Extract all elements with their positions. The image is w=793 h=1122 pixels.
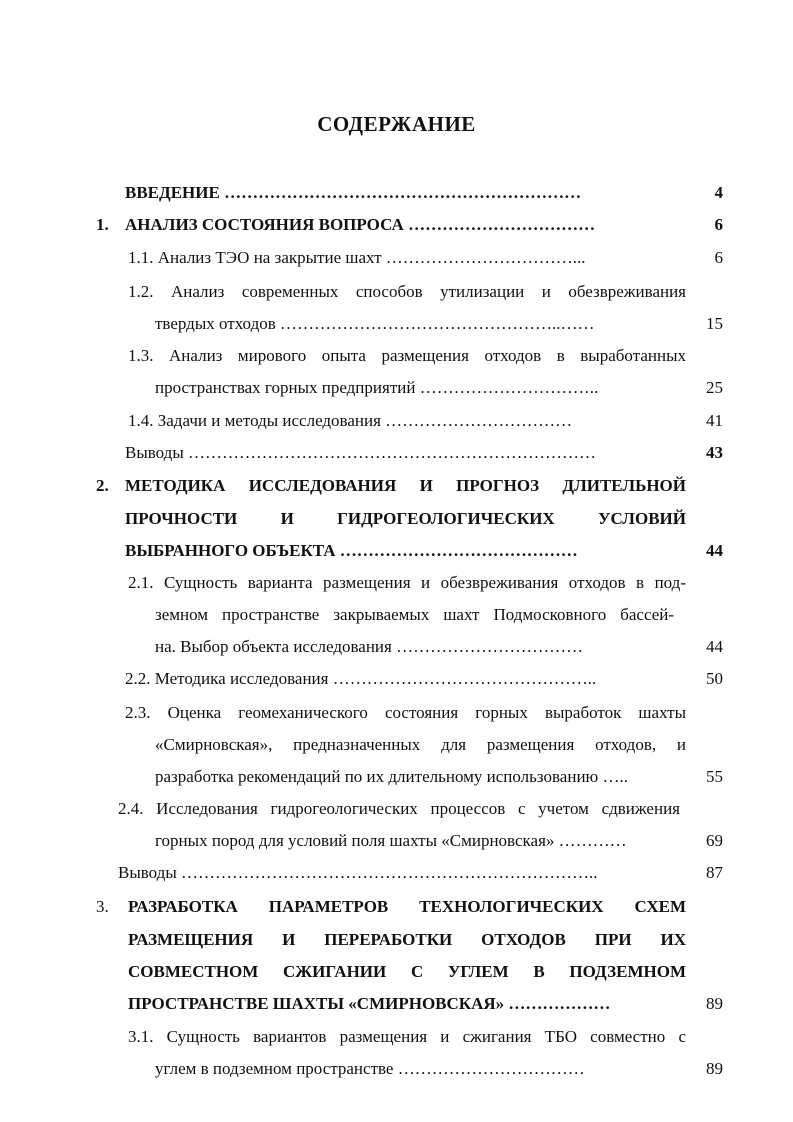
toc-entry-2-1-line-2: земном пространстве закрываемых шахт Подмосковного бассей- xyxy=(155,605,674,624)
toc-section-number: 1. xyxy=(96,215,109,234)
toc-entry-2-3-line-2: «Смирновская», предназначенных для размещения отходов, и xyxy=(155,735,686,754)
toc-entry-2-3-line-1: 2.3. Оценка геомеханического состояния горных выработок шахты xyxy=(125,703,686,722)
toc-entry-2-1-line-1: 2.1. Сущность варианта размещения и обезвреживания отходов в под- xyxy=(128,573,686,592)
toc-entry-intro: ВВЕДЕНИЕ ……………………………………………………… xyxy=(125,183,582,202)
toc-page-number: 25 xyxy=(706,378,723,397)
toc-entry-1-4: 1.4. Задачи и методы исследования …………………………… xyxy=(128,411,573,430)
page-title: СОДЕРЖАНИЕ xyxy=(317,112,476,136)
toc-page-number: 15 xyxy=(706,314,723,333)
toc-page-number: 44 xyxy=(706,637,723,656)
toc-page-number: 6 xyxy=(714,248,723,267)
toc-entry-section-3-line-1: РАЗРАБОТКА ПАРАМЕТРОВ ТЕХНОЛОГИЧЕСКИХ СХЕМ xyxy=(128,897,686,916)
toc-entry-conclusions-1: Выводы ……………………………………………………………… xyxy=(125,443,597,462)
toc-entry-2-4-line-1: 2.4. Исследования гидрогеологических процессов с учетом сдвижения xyxy=(118,799,680,818)
toc-entry-2-3-line-3: разработка рекомендаций по их длительному использованию ….. xyxy=(155,767,628,786)
toc-entry-1-3-line-2: пространствах горных предприятий ………………………….. xyxy=(155,378,599,397)
toc-page-number: 55 xyxy=(706,767,723,786)
toc-entry-2-1-line-3: на. Выбор объекта исследования …………………………… xyxy=(155,637,584,656)
toc-entry-1-2-line-1: 1.2. Анализ современных способов утилизации и обезвреживания xyxy=(128,282,686,301)
toc-page-number: 89 xyxy=(706,1059,723,1078)
toc-entry-1-2-line-2: твердых отходов …………………………………………..…… xyxy=(155,314,595,333)
toc-page-number: 89 xyxy=(706,994,723,1013)
toc-section-number: 3. xyxy=(96,897,109,916)
toc-entry-section-3-line-4: ПРОСТРАНСТВЕ ШАХТЫ «СМИРНОВСКАЯ» ……………… xyxy=(128,994,611,1013)
toc-page-number: 6 xyxy=(714,215,723,234)
toc-page-number: 50 xyxy=(706,669,723,688)
toc-entry-section-3-line-2: РАЗМЕЩЕНИЯ И ПЕРЕРАБОТКИ ОТХОДОВ ПРИ ИХ xyxy=(128,930,686,949)
toc-entry-3-1-line-1: 3.1. Сущность вариантов размещения и сжигания ТБО совместно с xyxy=(128,1027,686,1046)
toc-entry-2-2: 2.2. Методика исследования ……………………………………….. xyxy=(125,669,597,688)
toc-entry-3-1-line-2: углем в подземном пространстве …………………………… xyxy=(155,1059,585,1078)
toc-entry-section-2-line-2: ПРОЧНОСТИ И ГИДРОГЕОЛОГИЧЕСКИХ УСЛОВИЙ xyxy=(125,509,686,528)
toc-page-number: 43 xyxy=(706,443,723,462)
toc-page-number: 4 xyxy=(714,183,723,202)
toc-entry-section-2-line-1: МЕТОДИКА ИССЛЕДОВАНИЯ И ПРОГНОЗ ДЛИТЕЛЬНОЙ xyxy=(125,476,686,495)
toc-entry-1-1: 1.1. Анализ ТЭО на закрытие шахт ……………………………... xyxy=(128,248,586,267)
toc-entry-2-4-line-2: горных пород для условий поля шахты «Смирновская» ………… xyxy=(155,831,627,850)
toc-page-number: 41 xyxy=(706,411,723,430)
toc-page-number: 69 xyxy=(706,831,723,850)
toc-entry-section-1: АНАЛИЗ СОСТОЯНИЯ ВОПРОСА …………………………… xyxy=(125,215,596,234)
toc-section-number: 2. xyxy=(96,476,109,495)
toc-entry-section-2-line-3: ВЫБРАННОГО ОБЪЕКТА …………………………………… xyxy=(125,541,578,560)
toc-entry-1-3-line-1: 1.3. Анализ мирового опыта размещения отходов в выработанных xyxy=(128,346,686,365)
toc-page-number: 87 xyxy=(706,863,723,882)
toc-page-number: 44 xyxy=(706,541,723,560)
toc-entry-section-3-line-3: СОВМЕСТНОМ СЖИГАНИИ С УГЛЕМ В ПОДЗЕМНОМ xyxy=(128,962,686,981)
toc-entry-conclusions-2: Выводы ……………………………………………………………….. xyxy=(118,863,598,882)
